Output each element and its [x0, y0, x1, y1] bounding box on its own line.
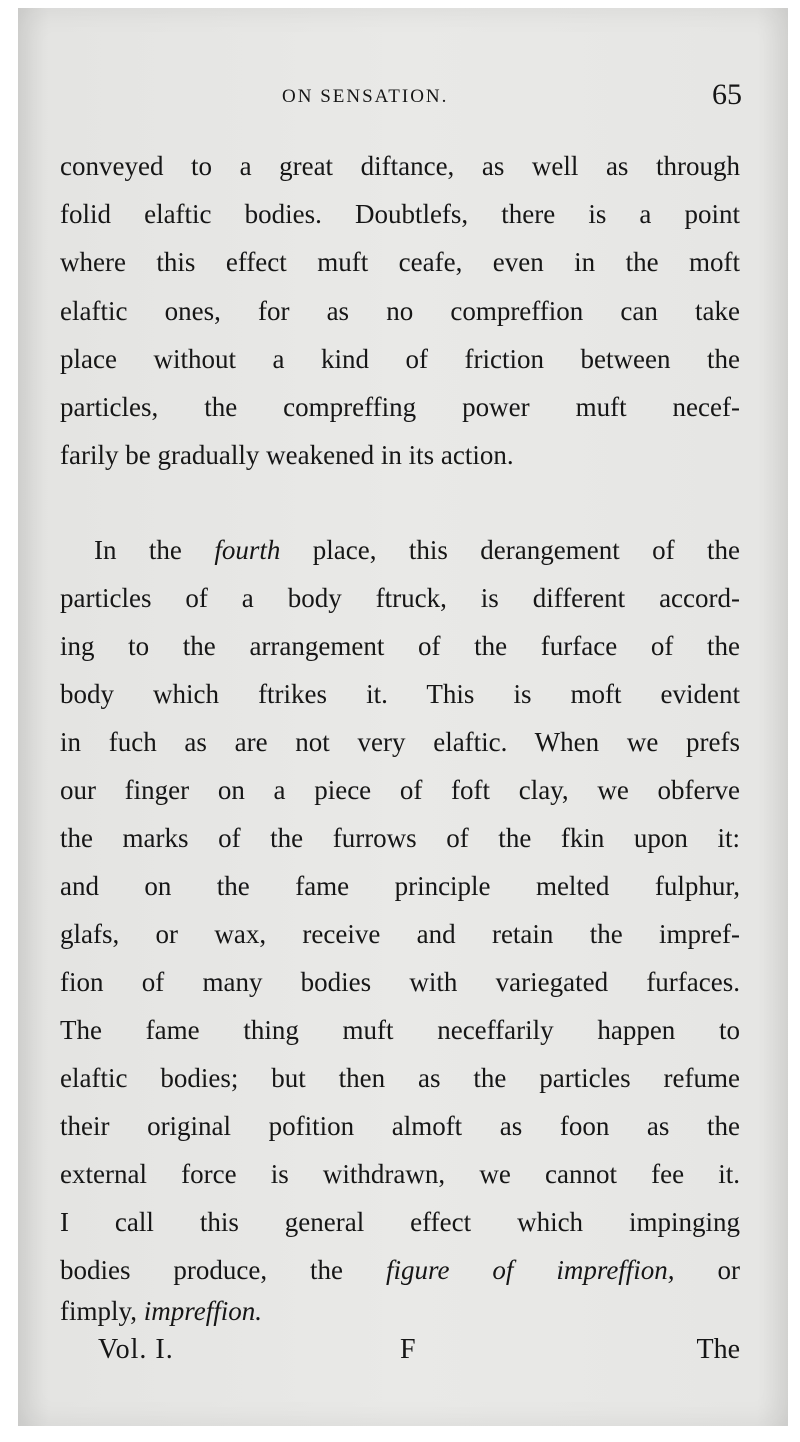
signature-mark: F	[400, 1334, 416, 1365]
text-line: external force is withdrawn, we cannot fee it.	[60, 1159, 740, 1189]
text-line	[60, 1248, 740, 1292]
running-head: ON SENSATION.	[282, 86, 449, 107]
text-span: bodies produce, the	[60, 1255, 386, 1285]
text-span: In the	[94, 535, 215, 565]
text-span: fimply,	[60, 1296, 144, 1326]
text-line: particles of a body ftruck, is different accord-	[60, 583, 740, 613]
volume-mark: Vol. I.	[98, 1334, 174, 1365]
text-line: particles, the compreffing power muft necef-	[60, 392, 740, 422]
text-line: conveyed to a great diftance, as well as through	[60, 151, 740, 181]
italic-text: impreffion.	[143, 1296, 262, 1326]
text-line	[60, 528, 740, 572]
text-line: ing to the arrangement of the furface of the	[60, 631, 740, 661]
text-line: folid elaftic bodies. Doubtlefs, there is a point	[60, 199, 740, 229]
text-line: glafs, or wax, receive and retain the impref-	[60, 919, 740, 949]
book-page	[18, 8, 788, 1426]
text-line: fion of many bodies with variegated furfaces.	[60, 967, 740, 997]
italic-text: fourth	[214, 535, 281, 565]
text-line: where this effect muft ceafe, even in the moft	[60, 247, 740, 277]
text-line: our finger on a piece of foft clay, we obferve	[60, 775, 740, 805]
text-line: body which ftrikes it. This is moft evident	[60, 679, 740, 709]
text-line: elaftic bodies; but then as the particles refume	[60, 1063, 740, 1093]
text-span: place, this derangement of the	[280, 535, 741, 565]
text-line	[60, 1289, 740, 1333]
text-line: place without a kind of friction between the	[60, 344, 740, 374]
catchword: The	[696, 1334, 740, 1365]
text-line: farily be gradually weakened in its action.	[60, 440, 514, 470]
text-span: or	[674, 1255, 740, 1285]
italic-text: figure of impreffion,	[385, 1255, 675, 1285]
text-line: and on the fame principle melted fulphur,	[60, 871, 740, 901]
text-line: I call this general effect which impinging	[60, 1207, 740, 1237]
page-number: 65	[712, 78, 742, 111]
text-line: The fame thing muft neceffarily happen to	[60, 1015, 740, 1045]
text-line: elaftic ones, for as no compreffion can take	[60, 296, 740, 326]
text-line: their original pofition almoft as foon as the	[60, 1111, 740, 1141]
text-line: in fuch as are not very elaftic. When we prefs	[60, 727, 740, 757]
text-line: the marks of the furrows of the fkin upon it:	[60, 823, 740, 853]
